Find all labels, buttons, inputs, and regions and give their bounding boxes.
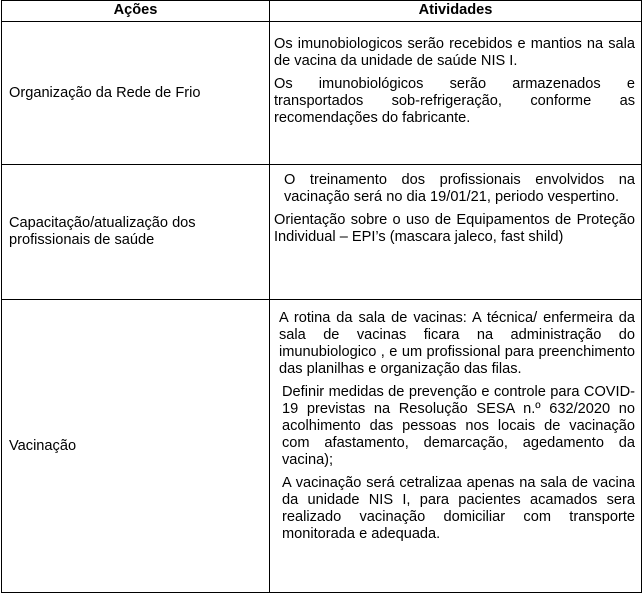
atividade-paragraph: Orientação sobre o uso de Equipamentos de Proteção Individual – EPI’s (mascara jaleco, fast shild)	[274, 212, 635, 245]
header-atividades: Atividades	[270, 1, 642, 22]
acao-cell: Vacinação	[2, 300, 270, 593]
atividade-paragraph: A vacinação será cetralizaa apenas na sala de vacina da unidade NIS I, para pacientes acamados sera realizado vacinação domiciliar com transporte monitorada e adequada.	[282, 475, 635, 542]
header-acoes: Ações	[2, 1, 270, 22]
atividades-cell	[270, 165, 642, 300]
table-row	[2, 300, 642, 593]
atividades-cell	[270, 300, 642, 593]
actions-table	[1, 0, 642, 593]
atividade-paragraph: Os imunobiologicos serão recebidos e mantios na sala de vacina da unidade de saúde NIS I.	[274, 36, 635, 69]
atividade-paragraph: A rotina da sala de vacinas: A técnica/ enfermeira da sala de vacinas ficara na administração do imunubiologico , e um profissional para preenchimento das planilhas e organização das filas.	[279, 310, 635, 377]
atividade-paragraph: O treinamento dos profissionais envolvidos na vacinação será no dia 19/01/21, periodo vespertino.	[284, 172, 635, 205]
atividade-paragraph: Definir medidas de prevenção e controle para COVID-19 previstas na Resolução SESA n.º 632/2020 no acolhimento das pessoas nos locais de vacinação com afastamento, demarcação, agedamento da vacina);	[282, 384, 635, 468]
table-row	[2, 22, 642, 165]
atividades-cell	[270, 22, 642, 165]
acao-cell: Organização da Rede de Frio	[2, 22, 270, 165]
table-header-row	[2, 1, 642, 22]
atividade-paragraph: Os imunobiológicos serão armazenados e transportados sob-refrigeração, conforme as recomendações do fabricante.	[274, 76, 635, 126]
table-row	[2, 165, 642, 300]
acao-cell: Capacitação/atualização dos profissionais de saúde	[2, 165, 270, 300]
